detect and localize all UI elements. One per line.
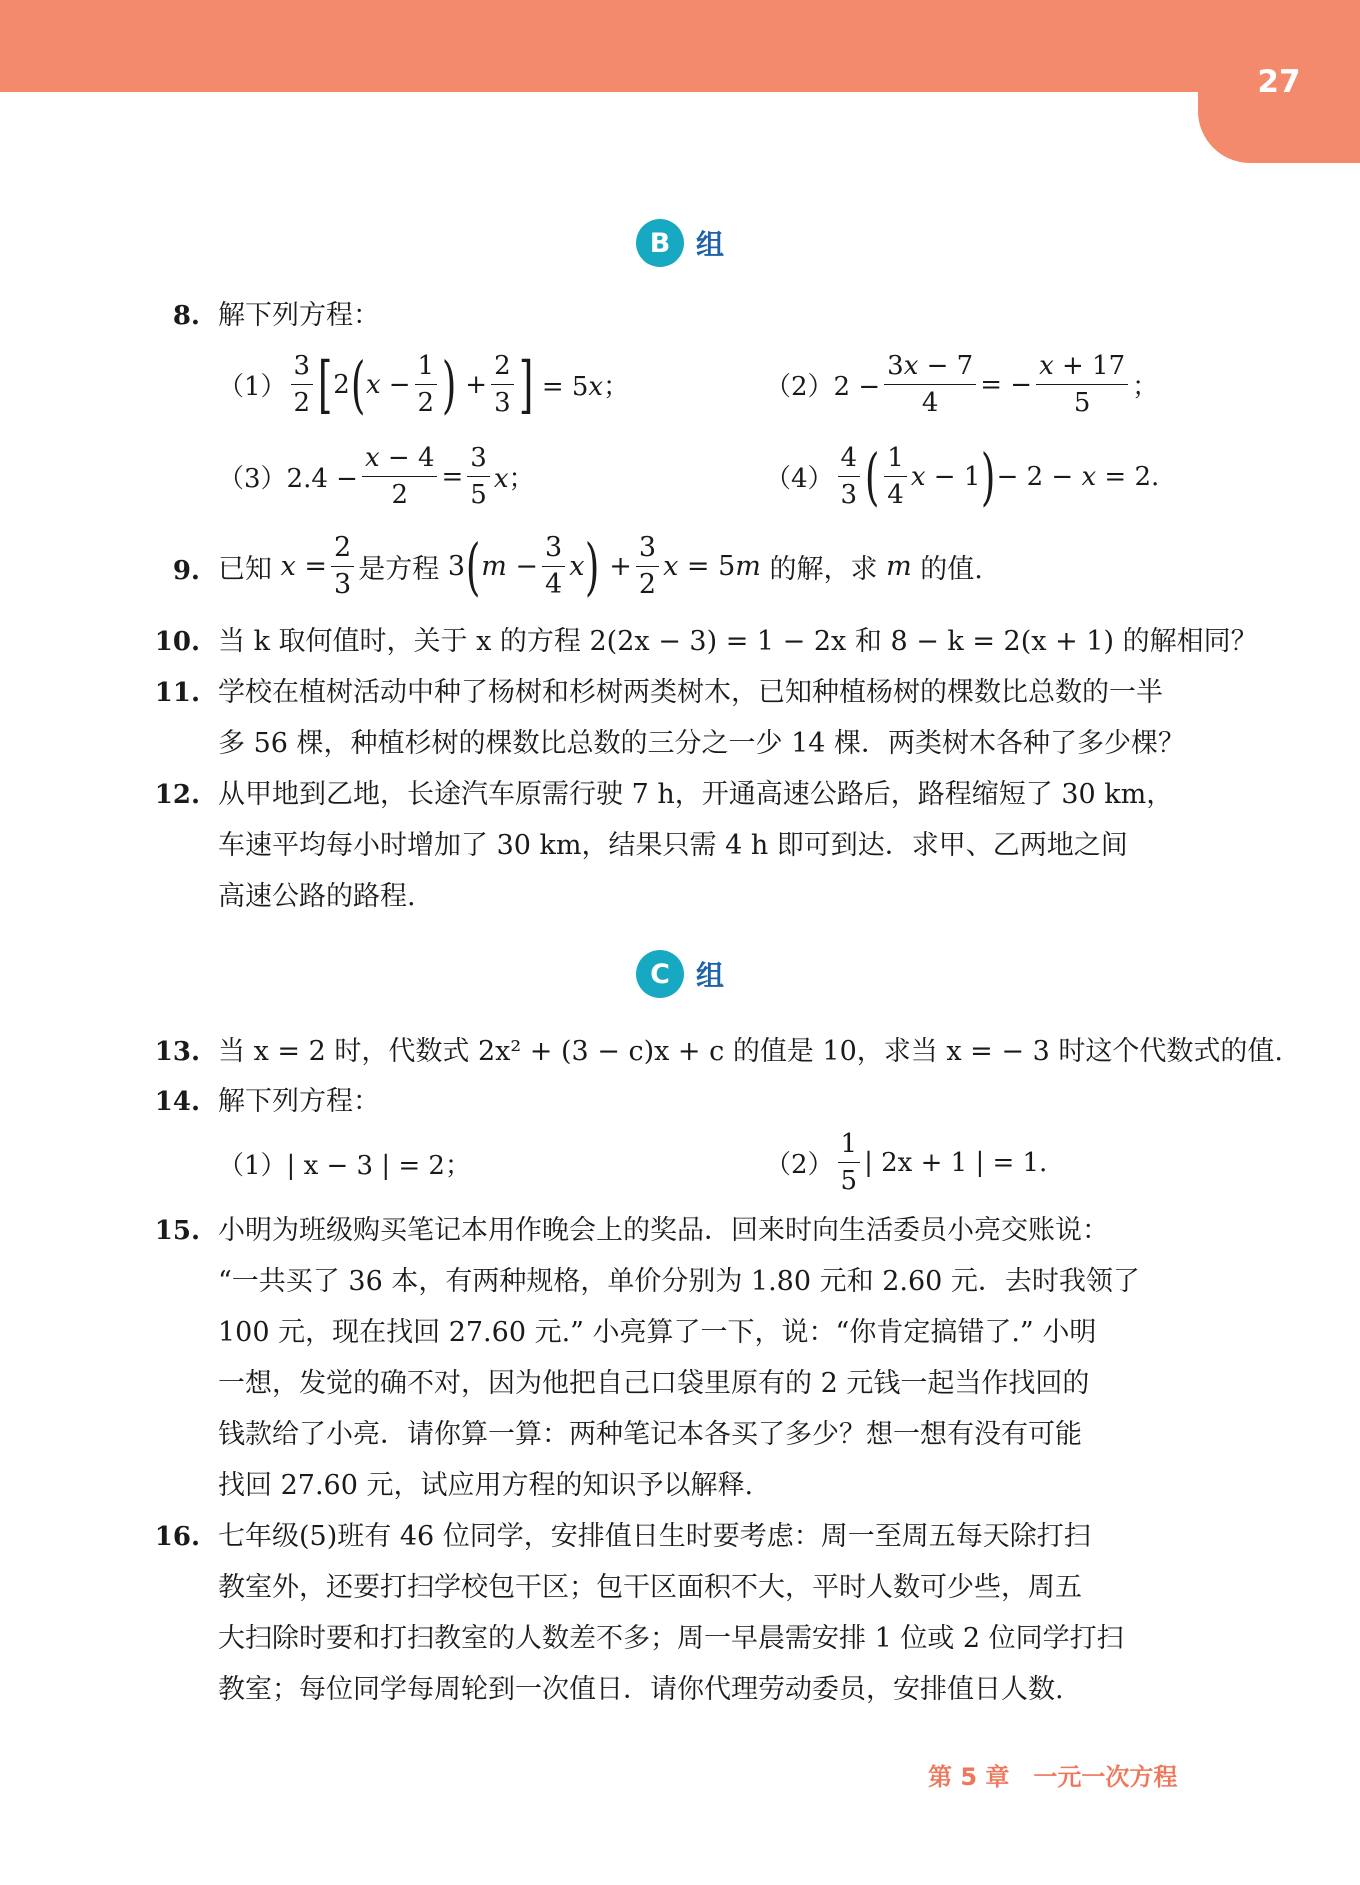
q13-number: 13. <box>154 1037 200 1067</box>
q9-text-c: 的解，求 <box>769 554 878 585</box>
q15-line-3: 100 元，现在找回 27.60 元.” 小亮算了一下，说：“你肯定搞错了.” 小明 <box>218 1317 1097 1348</box>
group-c-letter: C <box>636 950 684 998</box>
q15-line-1: 小明为班级购买笔记本用作晚会上的奖品．回来时向生活委员小亮交账说： <box>218 1215 1109 1246</box>
q12-line-3: 高速公路的路程. <box>218 881 416 912</box>
chapter-footer: 第 5 章 一元一次方程 <box>928 1763 1178 1791</box>
q16-line-3: 大扫除时要和打扫教室的人数差不多；周一早晨需安排 1 位或 2 位同学打扫 <box>218 1623 1124 1654</box>
q9-text-a: 已知 <box>218 554 272 585</box>
group-b-letter: B <box>636 219 684 267</box>
q8-part3: （3）2.4 − $\frac{x - 4}{2}$ = $\frac{3}{5}$ x； <box>218 443 535 510</box>
q16-number: 16. <box>154 1522 200 1552</box>
q12-line-2: 车速平均每小时增加了 30 km，结果只需 4 h 即可到达．求甲、乙两地之间 <box>218 830 1128 861</box>
group-c-heading <box>0 950 1360 998</box>
q15-line-4: 一想，发觉的确不对，因为他把自己口袋里原有的 2 元钱一起当作找回的 <box>218 1368 1090 1399</box>
q16-line-4: 教室；每位同学每周轮到一次值日．请你代理劳动委员，安排值日人数. <box>218 1674 1064 1705</box>
q14-part1-label: （1） <box>218 1151 287 1181</box>
q15-line-6: 找回 27.60 元，试应用方程的知识予以解释. <box>218 1470 754 1501</box>
q14-part1-eq: | x − 3 | = 2； <box>286 1151 471 1181</box>
group-b-heading <box>0 219 1360 267</box>
q9-number: 9. <box>172 556 200 586</box>
q8-part4: （4） $\frac{4}{3}$ ( $\frac{1}{4}$ x − 1 ) − 2 − x = 2. <box>765 439 1160 513</box>
q14-part2: （2） $\frac{1}{5}$ | 2x + 1 | = 1. <box>765 1129 1048 1196</box>
q14-part2-label: （2） <box>765 1150 834 1180</box>
q11-line-1: 学校在植树活动中种了杨树和杉树两类树木，已知种植杨树的棵数比总数的一半 <box>218 677 1163 708</box>
q8-part1: （1） $\frac{3}{2}$ [ 2 ( x − $\frac{1}{2}$ ) + $\frac{2}{3}$ ] = 5x； <box>218 347 630 421</box>
q8-text: 解下列方程： <box>218 300 380 331</box>
q15-line-2: “一共买了 36 本，有两种规格，单价分别为 1.80 元和 2.60 元．去时我领了 <box>218 1266 1140 1297</box>
group-b-word: 组 <box>695 228 724 261</box>
q16-line-1: 七年级(5)班有 46 位同学，安排值日生时要考虑：周一至周五每天除打扫 <box>218 1521 1091 1552</box>
q8-part2: （2）2 − $\frac{3x - 7}{4}$ = − $\frac{x + 17}{5}$ ； <box>765 351 1159 418</box>
q13-text: 当 x = 2 时，代数式 2x² + (3 − c)x + c 的值是 10，求当 x = − 3 时这个代数式的值. <box>218 1036 1283 1067</box>
q9-text: 已知 x = $\frac{2}{3}$ 是方程 3 ( m − $\frac{3}{4}$ x ) + $\frac{3}{2}$ x = 5m 的解，求 m 的值. <box>218 529 983 603</box>
page-number: 27 <box>1257 64 1301 100</box>
q9-text-d: 的值. <box>920 554 983 585</box>
q9-text-b: 是方程 <box>358 554 440 585</box>
q12-line-1: 从甲地到乙地，长途汽车原需行驶 7 h，开通高速公路后，路程缩短了 30 km， <box>218 779 1174 810</box>
q16-line-2: 教室外，还要打扫学校包干区；包干区面积不大，平时人数可少些，周五 <box>218 1572 1082 1603</box>
q11-line-2: 多 56 棵，种植杉树的棵数比总数的三分之一少 14 棵．两类树木各种了多少棵？ <box>218 728 1186 759</box>
q14-text: 解下列方程： <box>218 1086 380 1117</box>
q10-number: 10. <box>154 627 200 657</box>
q12-number: 12. <box>154 780 200 810</box>
header-band <box>0 0 1360 92</box>
q11-number: 11. <box>154 678 200 708</box>
q15-number: 15. <box>154 1216 200 1246</box>
q15-line-5: 钱款给了小亮．请你算一算：两种笔记本各买了多少？想一想有没有可能 <box>218 1419 1082 1450</box>
q10-text: 当 k 取何值时，关于 x 的方程 2(2x − 3) = 1 − 2x 和 8 − k = 2(x + 1) 的解相同？ <box>218 626 1258 657</box>
q14-part1 <box>218 1145 471 1182</box>
group-c-word: 组 <box>695 959 724 992</box>
q14-number: 14. <box>154 1087 200 1117</box>
q14-part2-eq: | 2x + 1 | = 1. <box>864 1147 1048 1178</box>
q8-number: 8. <box>172 301 200 331</box>
